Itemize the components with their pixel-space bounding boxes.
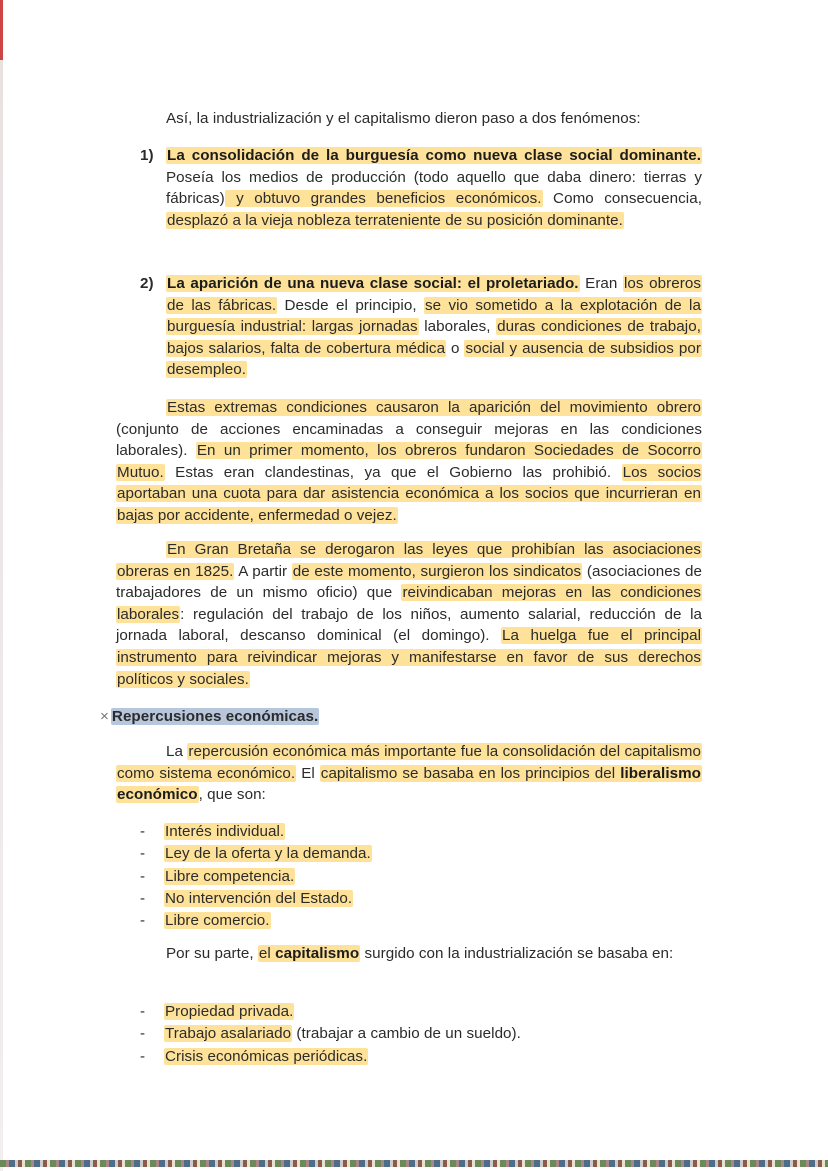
bold-term: capitalismo [275,945,360,962]
list-item [140,821,372,843]
text-span: A partir [234,562,292,580]
dash-bullet: - [140,823,146,840]
list-item-text: Ley de la oferta y la demanda. [165,845,371,863]
item-title: La aparición de una nueva clase social: el proletariado. [167,275,579,292]
highlight-span [258,945,360,962]
list-item [140,1023,521,1045]
list-item [140,888,372,910]
text-span: surgido con la industrialización se basaba en: [360,945,674,962]
list-item [140,843,372,865]
highlight-span: social y ausencia de subsidios por desempleo. [167,339,701,379]
liberalism-principles-list [140,821,372,932]
text-span: Poseía los medios de producción (todo aquello que daba dinero: tierras y fábricas) [166,168,702,208]
text-span: Estas eran clandestinas, ya que el Gobierno las prohibió. [164,463,622,481]
scan-left-edge [0,0,3,1171]
text-span: (trabajar a cambio de un sueldo). [292,1025,521,1043]
text-span: laborales, [418,318,497,336]
text-span: La [166,743,188,760]
highlight-span: En un primer momento, los obreros fundaron Sociedades de Socorro Mutuo. [117,442,702,481]
intro-sentence: Así, la industrialización y el capitalismo dieron paso a dos fenómenos: [166,110,641,127]
highlight-span: repercusión económica más importante fue la consolidación del capitalismo como sistema económico. [117,743,702,782]
list-item-text: Interés individual. [165,823,285,840]
highlight-span: y obtuvo grandes beneficios económicos. [225,190,542,208]
paragraph-capitalismo-bases [116,943,702,965]
paragraph-movimiento-obrero [116,397,702,527]
section-heading [100,706,319,728]
capitalism-bases-list [140,1001,521,1068]
scan-bottom-strip [0,1160,828,1167]
list-item-text: Libre comercio. [165,912,270,930]
text-span: Por su parte, [166,945,258,962]
item-title: La consolidación de la burguesía como nueva clase social dominante. [167,147,701,164]
list-item-text: Propiedad privada. [165,1003,294,1020]
dash-bullet: - [140,912,146,930]
heading-text: Repercusiones económicas. [111,708,319,725]
item-number: 1) [140,147,154,164]
list-item [140,1001,521,1023]
highlight-span: Estas extremas condiciones causaron la aparición del movimiento obrero [167,399,701,416]
text-span: el [258,945,276,962]
paragraph-sindicatos [116,539,702,690]
highlight-span: reivindicaban mejoras en las condiciones laborales [117,584,701,623]
list-item [140,1046,521,1068]
highlight-span: Los socios aportaban una cuota para dar asistencia económica a los socios que incurrieran en bajas por accidente, enfermedad o vejez. [117,463,701,524]
list-item [140,910,372,932]
list-item-2 [140,273,702,381]
text-span: o [446,339,465,357]
text-span: (conjunto de acciones encaminadas a conseguir mejoras en las condiciones laborales). [116,420,702,460]
dash-bullet: - [140,867,146,885]
item-body [166,145,702,231]
highlight-span: de este momento, surgieron los sindicatos [292,562,582,580]
dash-bullet: - [140,889,146,907]
text-span: Eran [579,275,623,292]
dash-bullet: - [140,1003,146,1020]
text-span: , que son: [198,786,266,804]
highlight-span: duras condiciones de trabajo, bajos salarios, falta de cobertura médica [167,318,701,357]
text-span: Como consecuencia, [542,190,702,208]
text-span: (asociaciones de trabajadores de un mismo oficio) que [116,562,703,602]
text-span: capitalismo se basaba en los principios del [320,764,621,782]
highlight-span [166,275,580,292]
dash-bullet: - [140,845,146,863]
text-span: : regulación del trabajo de los niños, aumento salarial, reducción de la jornada laboral, descanso dominical (el domingo). [116,605,702,645]
item-body [166,273,702,381]
highlight-span: los obreros de las fábricas. [167,275,701,314]
cross-mark-icon: × [100,708,109,725]
list-item-text: Libre competencia. [165,867,295,885]
dash-bullet: - [140,1047,146,1065]
dash-bullet: - [140,1025,146,1043]
list-item-text: Trabajo asalariado [165,1025,292,1043]
bold-term: liberalismo económico [117,764,701,804]
paragraph-capitalismo [116,741,702,806]
highlight-span: desplazó a la vieja nobleza terrateniente de su posición dominante. [167,211,623,229]
highlight-span: se vio sometido a la explotación de la burguesía industrial: largas jornadas [167,296,701,336]
list-item-text: Crisis económicas periódicas. [165,1047,368,1065]
list-item-1 [140,145,702,231]
text-span: El [296,764,320,782]
text-span: Desde el principio, [277,296,424,314]
highlight-span: La huelga fue el principal instrumento para reivindicar mejoras y manifestarse en favor de sus derechos políticos y sociales. [117,627,701,688]
highlight-span: En Gran Bretaña se derogaron las leyes que prohibían las asociaciones obreras en 1825. [117,541,701,580]
list-item [140,866,372,888]
list-item-text: No intervención del Estado. [165,889,353,907]
item-number: 2) [140,275,154,292]
highlight-span [166,147,702,164]
